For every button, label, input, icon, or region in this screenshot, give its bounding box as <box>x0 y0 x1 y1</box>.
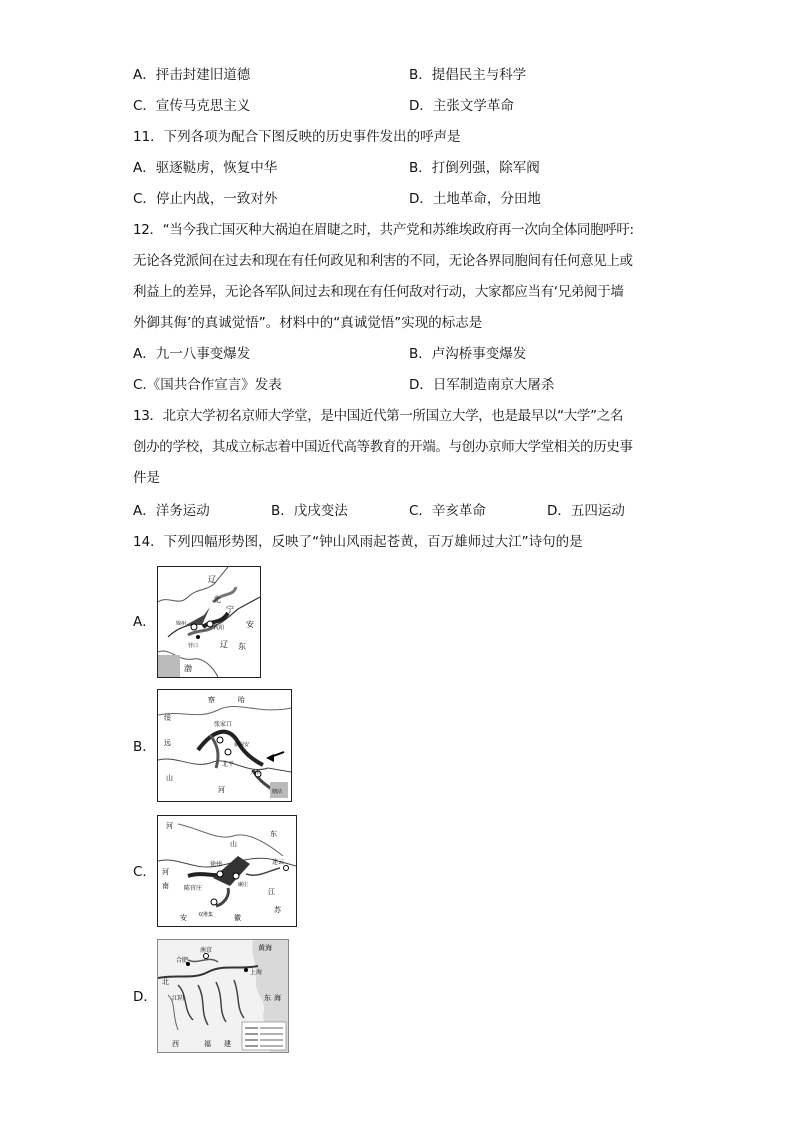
q12-option-c: C.《国共合作宣言》发表 <box>133 377 282 393</box>
q13-option-b: B．戊戌变法 <box>271 503 348 519</box>
map-d-text-9: 西 <box>172 1040 179 1048</box>
map-a-text-9: 辽 <box>220 640 228 649</box>
map-b-text-3: 绥 <box>164 714 171 722</box>
map-b-drawing <box>158 690 291 801</box>
map-d-text-11: 建 <box>224 1040 231 1048</box>
map-a-drawing <box>158 567 260 677</box>
q14-option-c-label: C． <box>133 864 156 880</box>
q14-map-a <box>157 566 261 678</box>
q10-option-a: A．抨击封建旧道德 <box>133 67 251 83</box>
map-c-text-10: 南 <box>162 882 169 890</box>
map-b-text-1: 察 <box>208 696 215 704</box>
map-c-text-1: 河 <box>166 822 173 830</box>
map-d-text-7: 东 <box>264 994 271 1002</box>
map-b-text-4: 远 <box>164 739 171 747</box>
map-c-text-14: 徽 <box>234 914 241 922</box>
map-c-text-6: 连云 <box>272 859 285 866</box>
map-c-text-8: 双堆集 <box>198 912 214 918</box>
map-b-text-10: 山 <box>166 774 173 782</box>
map-a-text-10: 渤 <box>184 664 192 673</box>
q11-option-d: D．土地革命，分田地 <box>409 191 541 207</box>
map-a-text-8: 营口 <box>188 643 199 649</box>
map-d-text-8: 海 <box>274 994 281 1002</box>
map-b-text-2: 哈 <box>238 696 245 704</box>
q11-option-b: B．打倒列强，除军阀 <box>409 160 540 176</box>
map-a-text-2: 北 <box>213 595 221 604</box>
map-c-text-13: 安 <box>180 914 187 922</box>
map-a-text-5: 东 <box>238 642 246 651</box>
map-b-text-9: 塘沽 <box>272 789 283 795</box>
map-c-text-11: 江 <box>268 888 275 896</box>
map-b-text-5: 张家口 <box>214 721 233 728</box>
q12-stem-line-2: 无论各党派间在过去和现在有任何政见和利害的不同，无论各界同胞间有任何意见上或 <box>133 253 633 269</box>
map-d-text-3: 南京 <box>200 947 213 954</box>
map-b-text-11: 河 <box>218 786 225 794</box>
map-a-text-4: 安 <box>246 620 254 629</box>
map-d-text-10: 福 <box>204 1040 211 1048</box>
q10-option-b: B．提倡民主与科学 <box>409 67 527 83</box>
q11-option-c: C．停止内战，一致对外 <box>133 191 278 207</box>
map-c-text-3: 东 <box>270 830 277 838</box>
map-c-text-12: 苏 <box>274 906 281 914</box>
q14-map-d <box>157 939 289 1053</box>
q10-option-c: C．宣传马克思主义 <box>133 98 251 114</box>
q12-stem-line-1: 12．“当今我亡国灭种大祸迫在眉睫之时，共产党和苏维埃政府再一次向全体同胞呼吁: <box>133 222 634 238</box>
map-d-text-2: 合肥 <box>176 957 189 964</box>
q14-option-a-label: A． <box>133 614 156 630</box>
q14-map-b <box>157 689 292 802</box>
map-b-text-7: 北平 <box>222 761 235 768</box>
q13-stem-line-1: 13．北京大学初名京师大学堂，是中国近代第一所国立大学，也是最早以“大学”之名 <box>133 408 624 424</box>
map-a-text-7: 沈阳 <box>214 625 225 631</box>
q13-option-c: C．辛亥革命 <box>409 503 486 519</box>
map-c-text-7: 陈官庄 <box>184 885 203 892</box>
q13-option-a: A．洋务运动 <box>133 503 210 519</box>
q12-option-b: B．卢沟桥事变爆发 <box>409 346 527 362</box>
map-b-text-8: 天津 <box>250 770 261 776</box>
q13-stem-line-2: 创办的学校，其成立标志着中国近代高等教育的开端。与创办京师大学堂相关的历史事 <box>133 439 633 455</box>
map-c-text-5: 碾庄 <box>238 882 249 888</box>
map-c-text-9: 河 <box>162 868 169 876</box>
map-d-text-4: 上海 <box>250 969 263 976</box>
map-d-text-5: 北 <box>162 978 169 986</box>
map-d-drawing <box>158 940 288 1052</box>
map-c-text-2: 山 <box>230 840 237 848</box>
map-a-text-6: 锦州 <box>176 621 187 627</box>
q14-option-b-label: B． <box>133 739 156 755</box>
q11-stem: 11．下列各项为配合下图反映的历史事件发出的呼声是 <box>133 129 461 145</box>
q12-stem-line-4: 外御其侮’的真诚觉悟”。材料中的“真诚觉悟”实现的标志是 <box>133 315 483 331</box>
map-a-text-3: 宁 <box>226 605 234 614</box>
q12-option-a: A．九一八事变爆发 <box>133 346 251 362</box>
q14-stem: 14．下列四幅形势图，反映了“钟山风雨起苍黄，百万雄师过大江”诗句的是 <box>133 534 583 550</box>
map-b-text-6: 新保安 <box>234 742 250 748</box>
q14-option-d-label: D． <box>133 989 157 1005</box>
map-c-drawing <box>158 816 296 926</box>
q13-option-d: D．五四运动 <box>547 503 625 519</box>
q12-option-d: D．日军制造南京大屠杀 <box>409 377 555 393</box>
map-d-text-1: 黄海 <box>258 944 272 952</box>
map-d-text-6: 江阴 <box>172 995 185 1002</box>
q12-stem-line-3: 利益上的差异，无论各军队间过去和现在有任何敌对行动，大家都应当有‘兄弟阋于墙 <box>133 284 624 300</box>
q11-option-a: A．驱逐鞑虏，恢复中华 <box>133 160 278 176</box>
map-c-text-4: 徐州 <box>210 861 223 868</box>
map-a-text-1: 辽 <box>208 575 216 584</box>
q13-stem-line-3: 件是 <box>133 470 160 486</box>
q14-map-c <box>157 815 297 927</box>
q10-option-d: D．主张文学革命 <box>409 98 514 114</box>
